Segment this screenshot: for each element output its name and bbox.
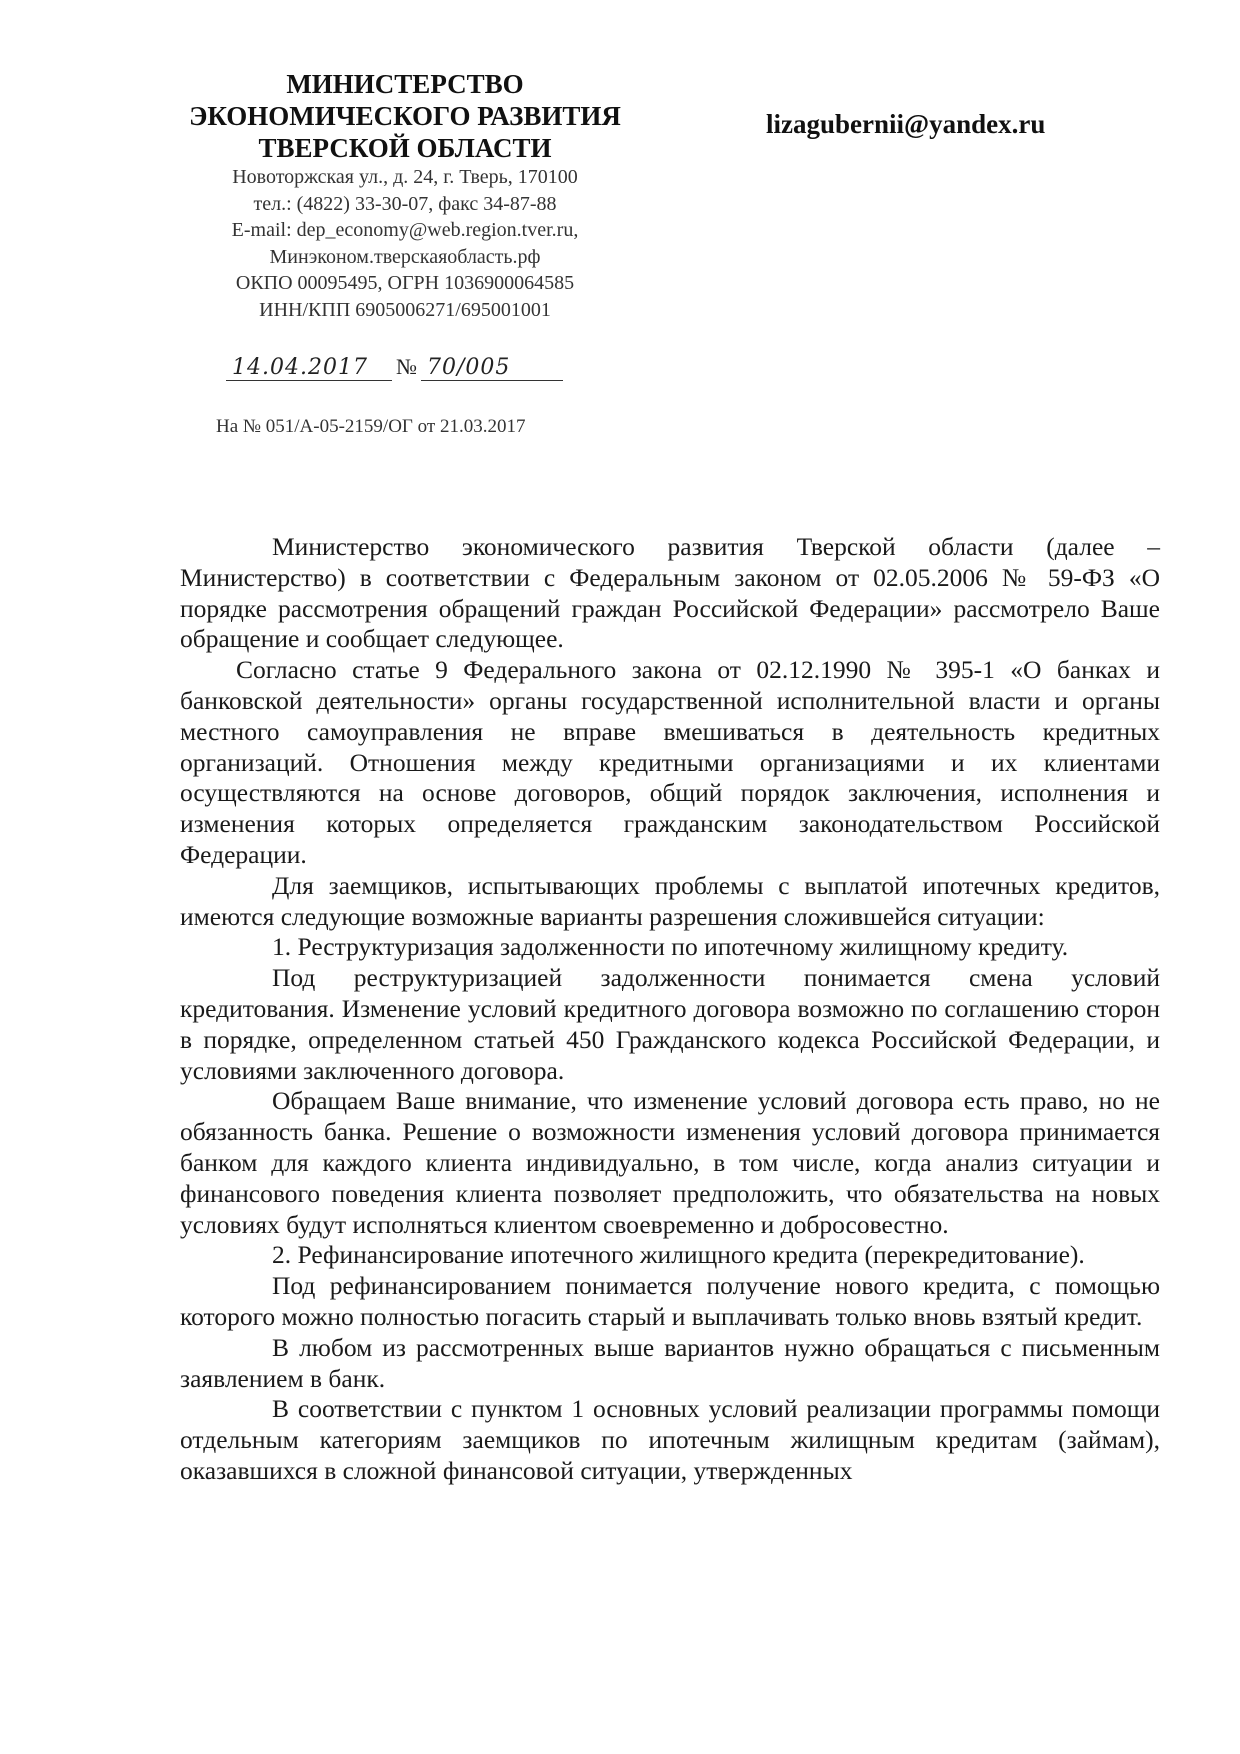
reply-reference: На № 051/А-05-2159/ОГ от 21.03.2017 (216, 416, 526, 437)
body-paragraph-1: Министерство экономического развития Тверской области (далее – Министерство) в соответствии с Федеральным законом от 02.05.2006 № 59-ФЗ «О порядке рассмотрения обращений граждан Российской Федерации» рассмотрело Ваше обращение и сообщает следующее. (180, 532, 1160, 654)
body-paragraph-4: 1. Реструктуризация задолженности по ипотечному жилищному кредиту. (272, 932, 1069, 962)
registration-number: 70/005 (421, 355, 563, 381)
registration-date: 14.04.2017 (226, 355, 392, 381)
ministry-email: E-mail: dep_economy@web.region.tver.ru, (231, 219, 579, 241)
body-paragraph-2: Согласно статье 9 Федерального закона от 02.12.1990 № 395-1 «О банках и банковской деятельности» органы государственной исполнительной власти и органы местного самоуправления не вправе вмешиваться в деятельность кредитных организаций. Отношения между кредитными организациями и их клиентами осуществляются на основе договоров, общий порядок заключения, исполнения и изменения которых определяется гражданским законодательством Российской Федерации. (180, 655, 1160, 869)
body-paragraph-6: Обращаем Ваше внимание, что изменение условий договора есть право, но не обязанность банка. Решение о возможности изменения условий договора принимается банком для каждого клиента индивидуально, в том числе, когда анализ ситуации и финансового поведения клиента позволяет предположить, что обязательства на новых условиях будут исполняться клиентом своевременно и добросовестно. (180, 1086, 1160, 1239)
registration-number-sign: № (396, 354, 417, 379)
letterhead (150, 68, 660, 323)
body-paragraph-7: 2. Рефинансирование ипотечного жилищного кредита (перекредитование). (272, 1240, 1085, 1270)
body-paragraph-9: В любом из рассмотренных выше вариантов нужно обращаться с письменным заявлением в банк. (180, 1332, 1160, 1393)
body-paragraph-3: Для заемщиков, испытывающих проблемы с выплатой ипотечных кредитов, имеются следующие возможные варианты разрешения сложившейся ситуации: (180, 870, 1160, 931)
ministry-website: Минэконом.тверскаяобласть.рф (269, 245, 541, 268)
ministry-title-line-3: ТВЕРСКОЙ ОБЛАСТИ (258, 133, 552, 163)
body-paragraph-10: В соответствии с пунктом 1 основных условий реализации программы помощи отдельным категориям заемщиков по ипотечным жилищным кредитам (займам), оказавшихся в сложной финансовой ситуации, утвержденных (180, 1394, 1160, 1485)
ministry-inn-kpp: ИНН/КПП 6905006271/695001001 (259, 298, 551, 321)
body-paragraph-8: Под рефинансированием понимается получение нового кредита, с помощью которого можно полностью погасить старый и выплачивать только вновь взятый кредит. (180, 1271, 1160, 1331)
registration-line (226, 354, 563, 381)
ministry-address: Новоторжская ул., д. 24, г. Тверь, 170100 (232, 166, 578, 188)
ministry-title-line-2: ЭКОНОМИЧЕСКОГО РАЗВИТИЯ (189, 101, 621, 131)
letter-body (180, 532, 1160, 1487)
recipient-email: lizagubernii@yandex.ru (766, 109, 1046, 139)
ministry-title-line-1: МИНИСТЕРСТВО (286, 69, 524, 99)
ministry-phone: тел.: (4822) 33-30-07, факс 34-87-88 (253, 192, 557, 215)
body-paragraph-5: Под реструктуризацией задолженности понимается смена условий кредитования. Изменение условий кредитного договора возможно по соглашению сторон в порядке, определенном статьей 450 Гражданского кодекса Российской Федерации, и условиями заключенного договора. (180, 963, 1160, 1085)
ministry-okpo-ogrn: ОКПО 00095495, ОГРН 1036900064585 (235, 272, 575, 294)
